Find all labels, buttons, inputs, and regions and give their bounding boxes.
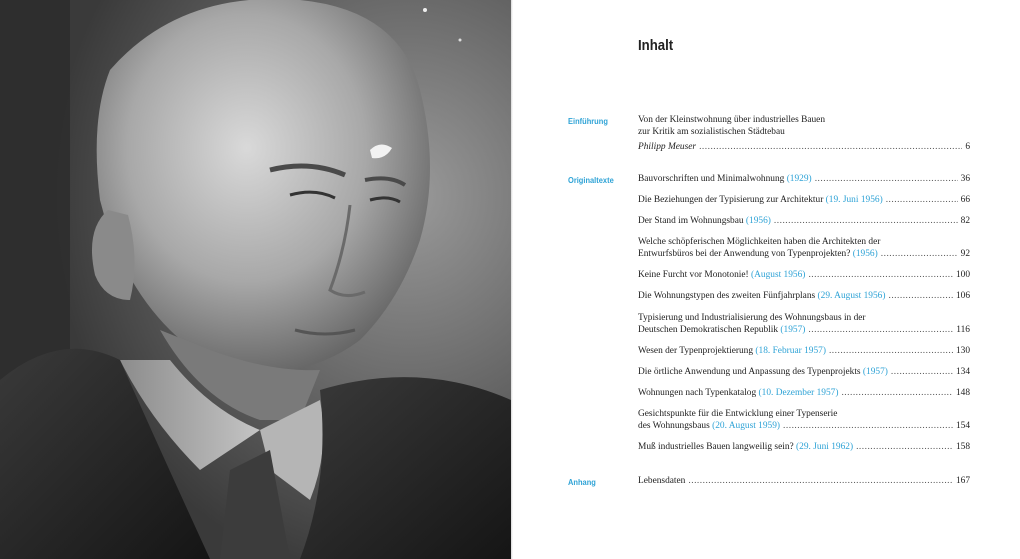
toc-entry-title: Die Wohnungstypen des zweiten Fünfjahrplans — [638, 291, 816, 301]
toc-entry-line: Von der Kleinstwohnung über industrielles Bauen — [638, 115, 826, 125]
toc-entry-title: Wesen der Typenprojektierung — [638, 346, 754, 356]
toc-entry-title: Lebensdaten — [638, 476, 686, 486]
section-label-originaltexte: Originaltexte — [568, 175, 614, 185]
toc-entry-lastline — [638, 441, 970, 453]
toc-page-number: 154 — [955, 421, 970, 431]
toc-page-number: 100 — [955, 270, 970, 280]
toc-entry-lastline — [638, 141, 970, 153]
toc-entry-line: Gesichtspunkte für die Entwicklung einer Typenserie — [638, 409, 838, 419]
toc-leader-dots — [808, 269, 953, 281]
toc-page-number: 134 — [955, 367, 970, 377]
toc-page-number: 167 — [955, 476, 970, 486]
toc-entry-title: Die örtliche Anwendung und Anpassung des Typenprojekts — [638, 367, 861, 377]
toc-entry-lastline — [638, 290, 970, 302]
toc-entry[interactable] — [638, 387, 970, 399]
toc-entry[interactable] — [638, 173, 970, 185]
toc-entry-lastline — [638, 387, 970, 399]
toc-entry-title: Wohnungen nach Typenkatalog — [638, 388, 757, 398]
toc-entry-line: zur Kritik am sozialistischen Städtebau — [638, 127, 785, 137]
toc-entry[interactable] — [638, 194, 970, 206]
toc-entry-date: (1956) — [852, 249, 878, 259]
toc-leader-dots — [815, 173, 958, 185]
toc-entry-date: (29. August 1956) — [817, 291, 886, 301]
toc-entry[interactable] — [638, 236, 970, 260]
toc-leader-dots — [808, 324, 953, 336]
toc-leader-dots — [688, 475, 953, 487]
toc-entry[interactable] — [638, 366, 970, 378]
toc-entry-title: Muß industrielles Bauen langweilig sein? — [638, 442, 794, 452]
toc-entry-title: Die Beziehungen der Typisierung zur Architektur — [638, 195, 824, 205]
toc-leader-dots — [841, 387, 952, 399]
toc-page-number: 106 — [955, 291, 970, 301]
toc-entry-date: (18. Februar 1957) — [755, 346, 826, 356]
toc-entry-title: Deutschen Demokratischen Republik — [638, 325, 779, 335]
toc-leader-dots — [881, 248, 958, 260]
toc-entry[interactable] — [638, 345, 970, 357]
toc-entry-lastline — [638, 324, 970, 336]
toc-entry-lastline — [638, 269, 970, 281]
toc-entry-einfuehrung[interactable] — [638, 114, 970, 153]
page-gutter — [511, 0, 513, 559]
toc-entry-lastline — [638, 215, 970, 227]
toc-page-number: 130 — [955, 346, 970, 356]
toc-page-number: 6 — [965, 142, 970, 152]
toc-entry-title: des Wohnungsbaus — [638, 421, 710, 431]
toc-entry-date: (1957) — [780, 325, 806, 335]
section-label-einfuehrung: Einführung — [568, 116, 608, 126]
toc-page-number: 82 — [960, 216, 970, 226]
toc-leader-dots — [891, 366, 953, 378]
toc-leader-dots — [856, 441, 953, 453]
toc-entry-date: (1957) — [862, 367, 888, 377]
toc-entry-date: (19. Juni 1956) — [825, 195, 883, 205]
toc-entry-lastline — [638, 366, 970, 378]
toc-entry[interactable] — [638, 269, 970, 281]
toc-page-number: 36 — [960, 174, 970, 184]
toc-entry-line: Typisierung und Industrialisierung des Wohnungsbaus in der — [638, 313, 866, 323]
toc-entry[interactable] — [638, 215, 970, 227]
toc-entry-lastline — [638, 248, 970, 260]
toc-entry-author: Philipp Meuser — [638, 142, 697, 152]
toc-leader-dots — [699, 141, 962, 153]
toc-entry-date: (August 1956) — [751, 270, 806, 280]
toc-entry-line: Welche schöpferischen Möglichkeiten haben die Architekten der — [638, 237, 881, 247]
toc-entry-lastline — [638, 475, 970, 487]
toc-entry[interactable] — [638, 290, 970, 302]
page-title: Inhalt — [638, 37, 674, 54]
toc-leader-dots — [829, 345, 953, 357]
toc-entry-lastline — [638, 420, 970, 432]
toc-entry-title: Entwurfsbüros bei der Anwendung von Typenprojekten? — [638, 249, 851, 259]
section-label-anhang: Anhang — [568, 477, 596, 487]
toc-entry-date: (10. Dezember 1957) — [758, 388, 839, 398]
toc-leader-dots — [783, 420, 953, 432]
toc-leader-dots — [886, 194, 958, 206]
toc-entry-date: (29. Juni 1962) — [796, 442, 854, 452]
toc-entry[interactable] — [638, 312, 970, 336]
toc-page-number: 66 — [960, 195, 970, 205]
toc-leader-dots — [888, 290, 952, 302]
toc-entry[interactable] — [638, 441, 970, 453]
toc-entry-anhang[interactable] — [638, 475, 970, 487]
toc-page-number: 116 — [956, 325, 970, 335]
toc-entry-lastline — [638, 194, 970, 206]
toc-entry-date: (1929) — [786, 174, 812, 184]
toc-page-number: 158 — [955, 442, 970, 452]
toc-entry-title: Keine Furcht vor Monotonie! — [638, 270, 749, 280]
toc-leader-dots — [774, 215, 958, 227]
toc-entry-date: (20. August 1959) — [712, 421, 781, 431]
toc-entry-title: Der Stand im Wohnungsbau — [638, 216, 744, 226]
toc-entry-date: (1956) — [745, 216, 771, 226]
toc-page-number: 92 — [960, 249, 970, 259]
toc-entry-title: Bauvorschriften und Minimalwohnung — [638, 174, 785, 184]
toc-page-number: 148 — [955, 388, 970, 398]
toc-entry[interactable] — [638, 408, 970, 432]
toc-entry-lastline — [638, 345, 970, 357]
toc-entry-lastline — [638, 173, 970, 185]
